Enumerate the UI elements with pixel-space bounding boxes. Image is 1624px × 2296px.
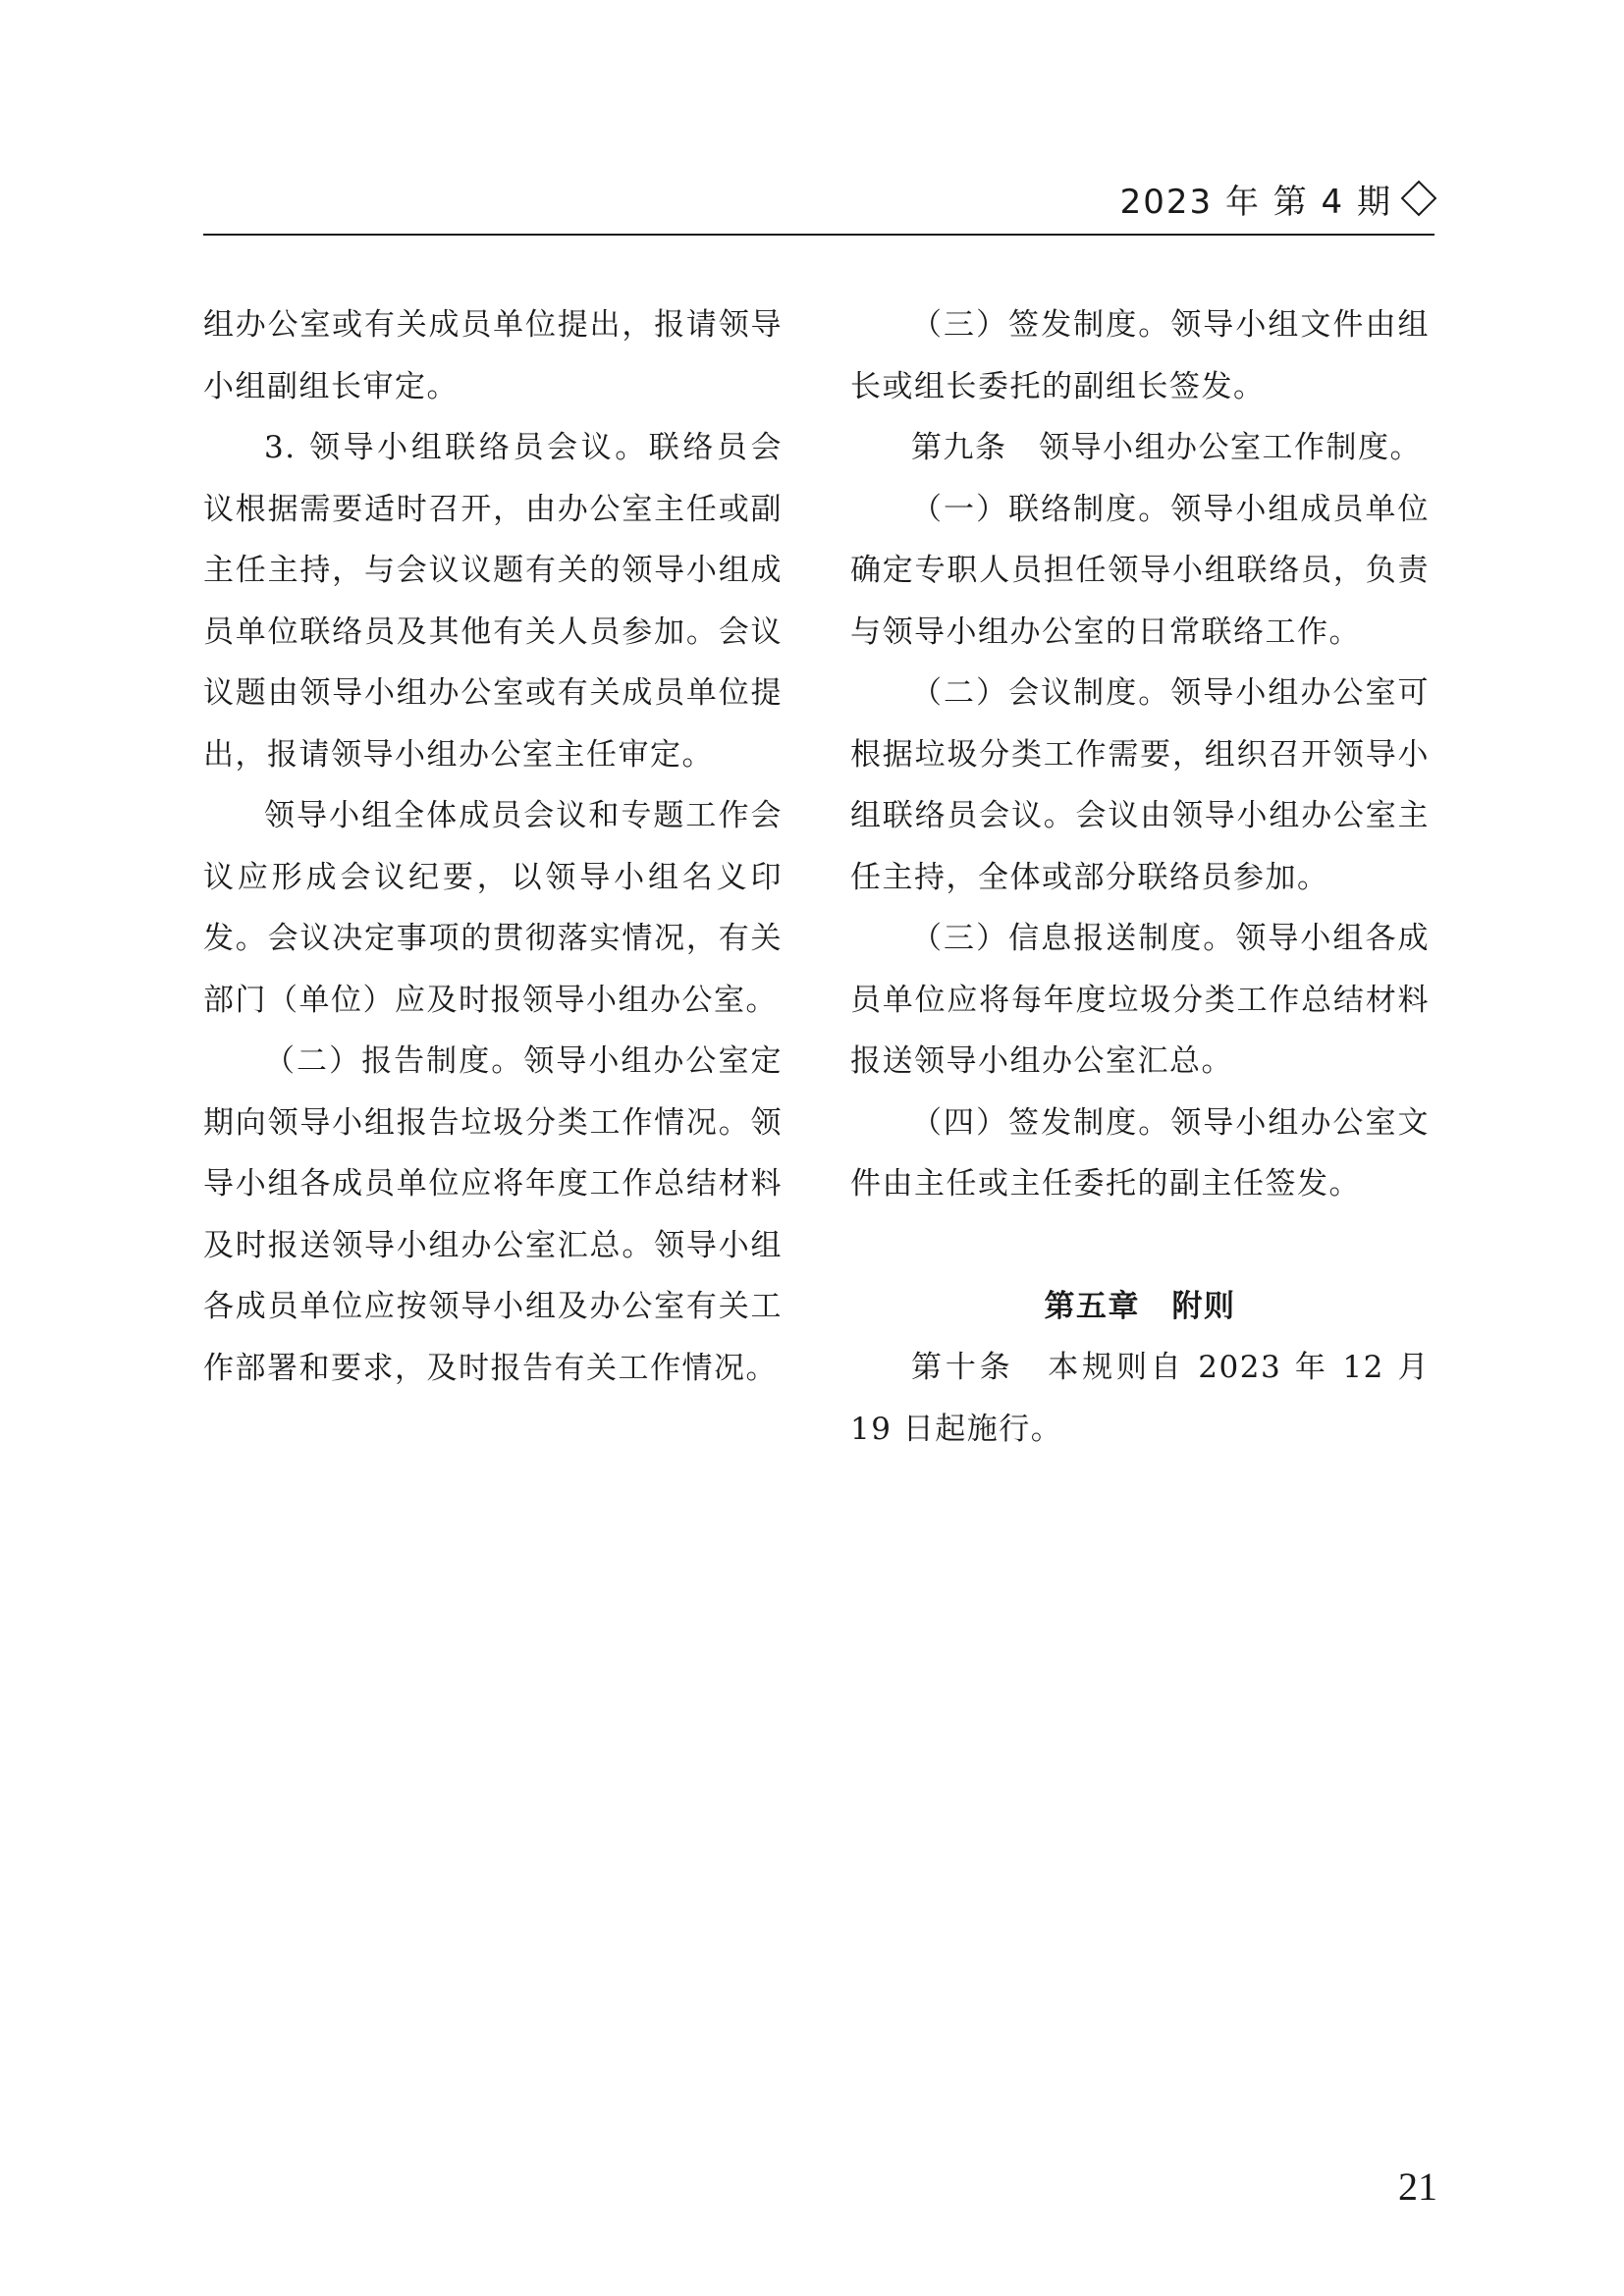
paragraph: （一）联络制度。领导小组成员单位确定专职人员担任领导小组联络员，负责与领导小组办公室的日常联络工作。 [850,491,1430,650]
paragraph: 领导小组全体成员会议和专题工作会议应形成会议纪要，以领导小组名义印发。会议决定事项的贯彻落实情况，有关部门（单位）应及时报领导小组办公室。 [203,798,783,1018]
left-column [203,294,783,1399]
paragraph: （四）签发制度。领导小组办公室文件由主任或主任委托的副主任签发。 [850,1104,1430,1201]
paragraph: 第十条 本规则自 2023 年 12 月 19 日起施行。 [850,1350,1430,1447]
diamond-icon [1401,181,1437,217]
paragraph: （三）签发制度。领导小组文件由组长或组长委托的副组长签发。 [850,307,1430,404]
paragraph: （二）会议制度。领导小组办公室可根据垃圾分类工作需要，组织召开领导小组联络员会议。会议由领导小组办公室主任主持，全体或部分联络员参加。 [850,675,1430,895]
paragraph: 3. 领导小组联络员会议。联络员会议根据需要适时召开，由办公室主任或副主任主持，与会议议题有关的领导小组成员单位联络员及其他有关人员参加。会议议题由领导小组办公室或有关成员单位提出，报请领导小组办公室主任审定。 [203,430,783,773]
issue-label: 2023 年 第 4 期 [1119,183,1392,222]
paragraph: （三）信息报送制度。领导小组各成员单位应将每年度垃圾分类工作总结材料报送领导小组办公室汇总。 [850,921,1430,1079]
chapter-heading: 第五章 附则 [1044,1288,1236,1324]
page-number: 21 [1398,2164,1437,2209]
header-divider [203,234,1435,236]
paragraph: （二）报告制度。领导小组办公室定期向领导小组报告垃圾分类工作情况。领导小组各成员单位应将年度工作总结材料及时报送领导小组办公室汇总。领导小组各成员单位应按领导小组及办公室有关工作部署和要求，及时报告有关工作情况。 [203,1043,783,1386]
right-column [850,294,1430,1460]
article-title: 第九条 领导小组办公室工作制度。 [911,430,1422,465]
issue-header [1120,183,1435,222]
paragraph: 组办公室或有关成员单位提出，报请领导小组副组长审定。 [203,307,783,404]
